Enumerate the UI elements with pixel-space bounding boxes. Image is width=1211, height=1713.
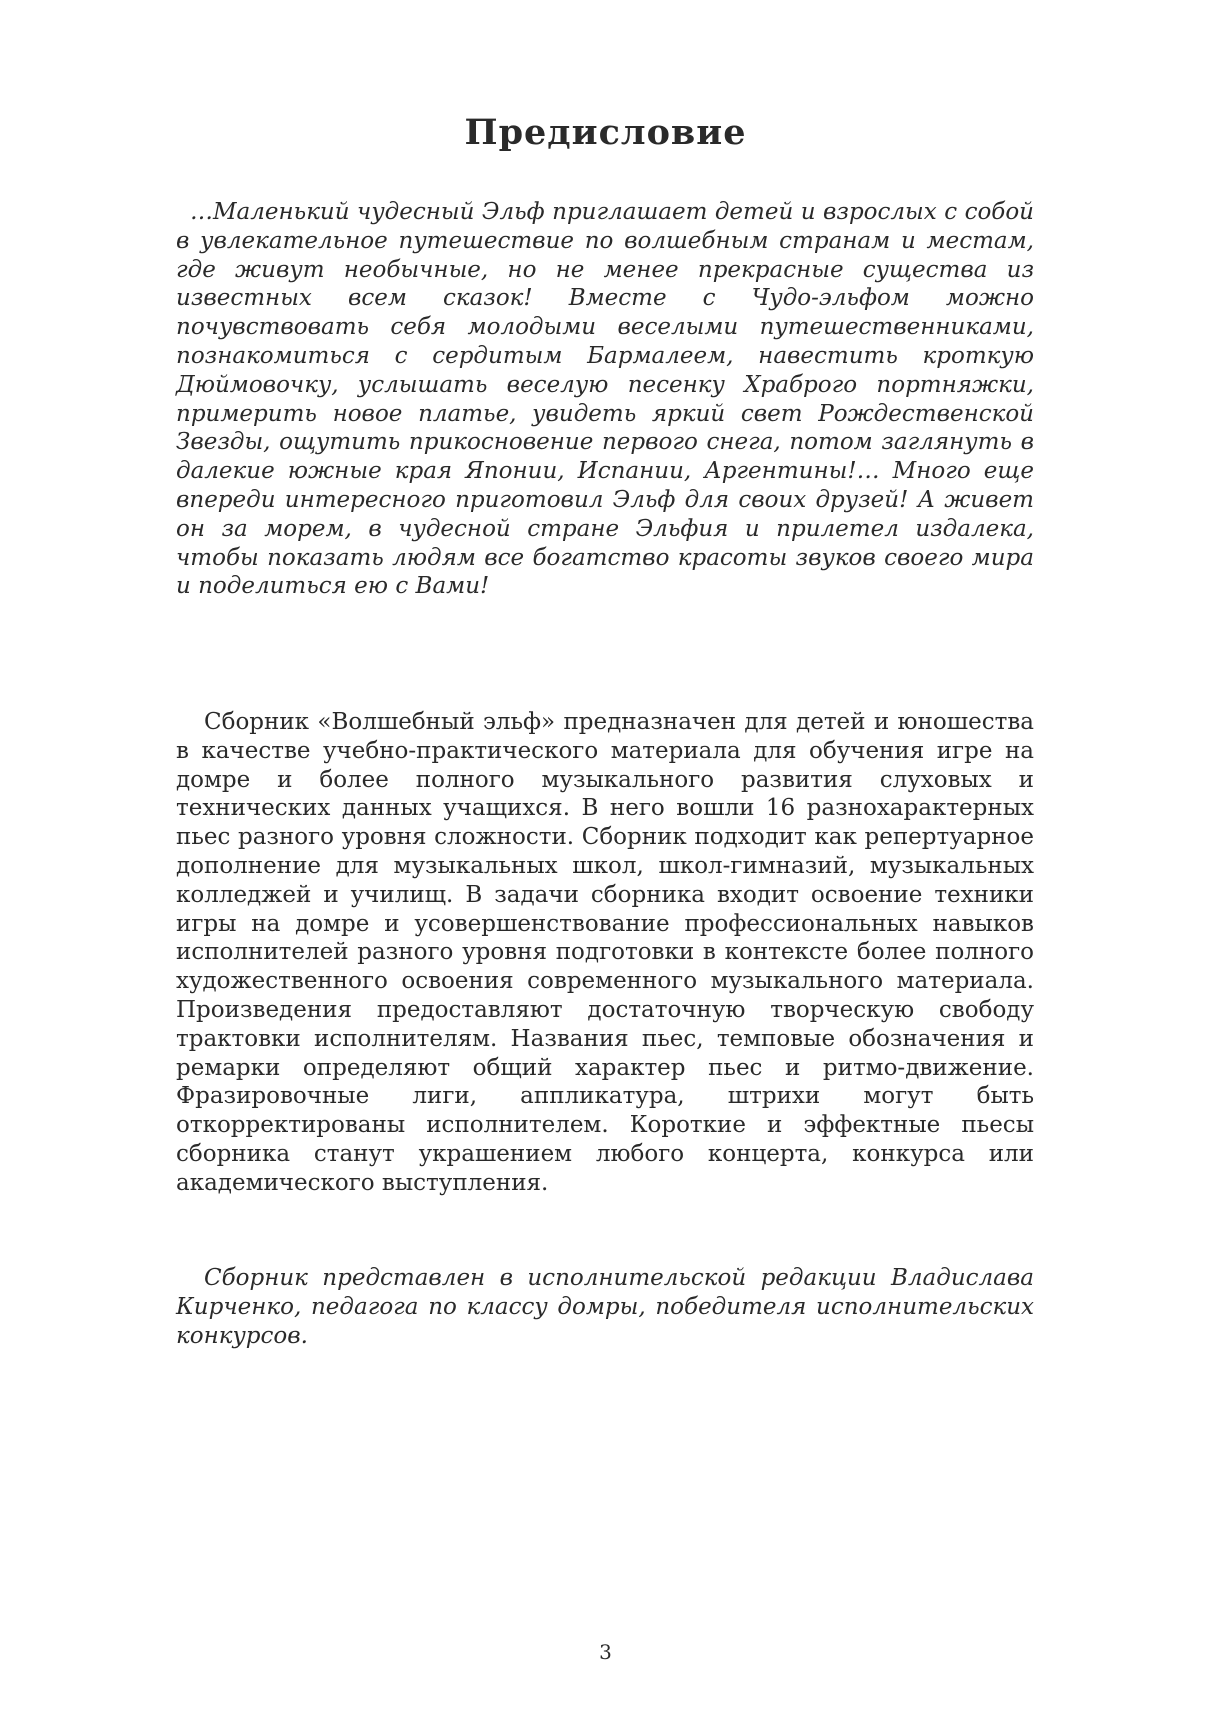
body-paragraph: Сборник «Волшебный эльф» предназначен для детей и юношества в качестве учебно-практического материала для обучения игре на домре и более полного музыкального развития слуховых и технических данных учащихся. В него вошли 16 разнохарактерных пьес разного уровня сложности. Сборник подходит как репертуарное дополнение для музыкальных школ, школ-гимназий, музыкальных колледжей и училищ. В задачи сборника входит освоение техники игры на домре и усовершенствование профессиональных навыков исполнителей разного уровня подготовки в контексте более полного художественного освоения современного музыкального материала. Произведения предоставляют достаточную творческую свободу трактовки исполнителям. Названия пьес, темповые обозначения и ремарки определяют общий характер пьес и ритмо-движение. Фразировочные лиги, аппликатура, штрихи могут быть откорректированы исполнителем. Короткие и эффектные пьесы сборника станут украшением любого концерта, конкурса или академического выступления. bbox=[176, 709, 1034, 1196]
page-number: 3 bbox=[599, 1640, 612, 1664]
page-title: Предисловие bbox=[464, 112, 747, 153]
intro-paragraph: …Маленький чудесный Эльф приглашает детей и взрослых с собой в увлекательное путешествие по волшебным странам и местам, где живут необычные, но не менее прекрасные существа из известных всем сказок! Вместе с Чудо-эльфом можно почувствовать себя молодыми веселыми путешественниками, познакомиться с сердитым Бармалеем, навестить кроткую Дюймовочку, услышать веселую песенку Храброго портняжки, примерить новое платье, увидеть яркий свет Рождественской Звезды, ощутить прикосновение первого снега, потом заглянуть в далекие южные края Японии, Испании, Аргентины!… Много еще впереди интересного приготовил Эльф для своих друзей! А живет он за морем, в чудесной стране Эльфия и прилетел издалека, чтобы показать людям все богатство красоты звуков своего мира и поделиться ею с Вами! bbox=[176, 199, 1034, 600]
editor-note-paragraph: Сборник представлен в исполнительской редакции Владислава Кирченко, педагога по классу домры, победителя исполнительских конкурсов. bbox=[176, 1265, 1034, 1349]
